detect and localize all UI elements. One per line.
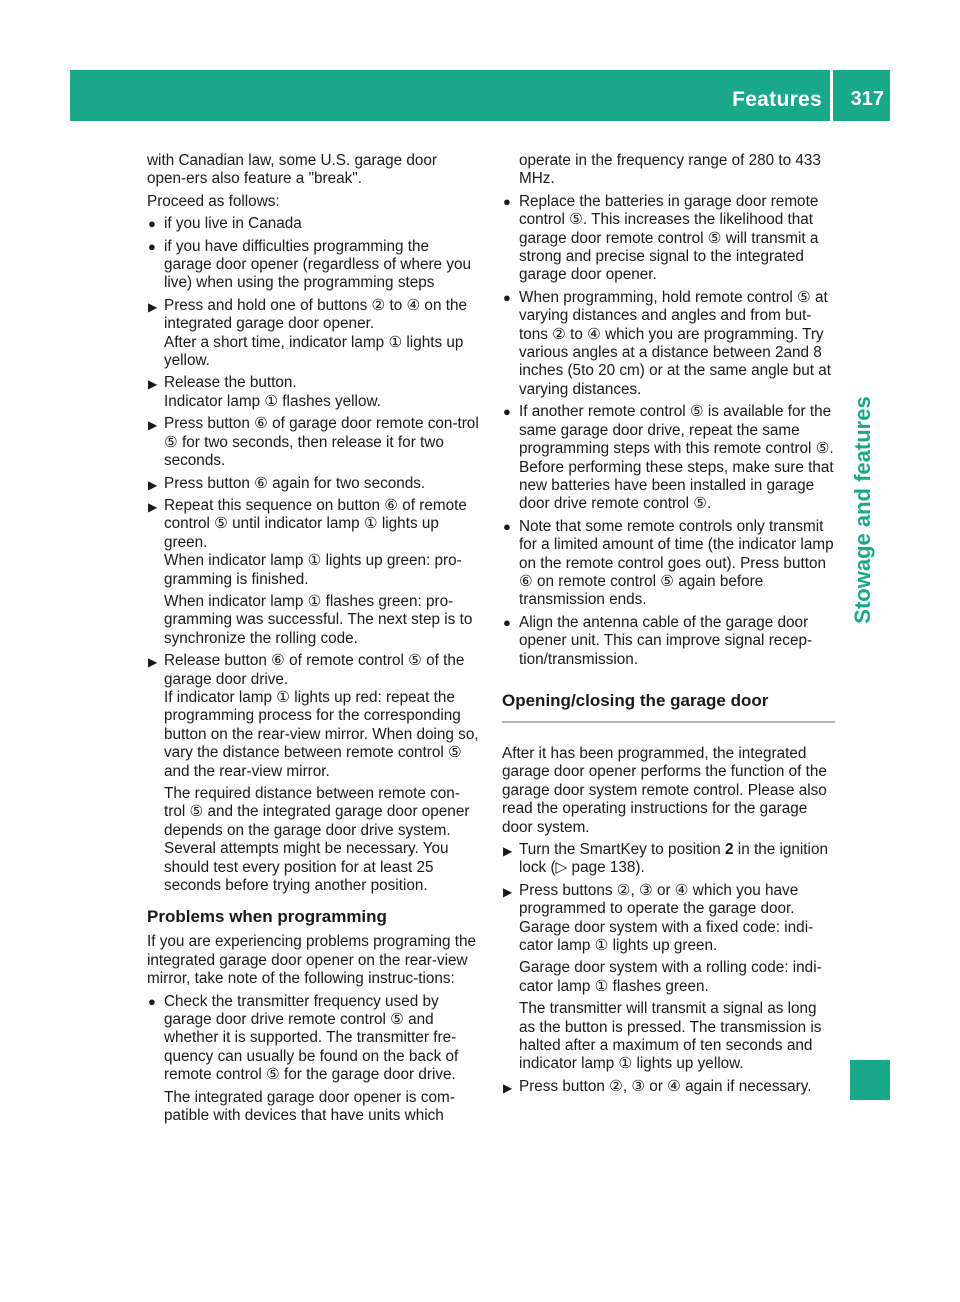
section-heading: Problems when programming bbox=[147, 907, 387, 927]
step-text: Press and hold one of buttons ② to ④ on the integrated garage door opener. bbox=[164, 296, 467, 333]
right-column bbox=[502, 152, 835, 1100]
bullet-text: if you have difficulties programming the garage door opener (regardless of where you live) when using the programming steps bbox=[164, 237, 471, 292]
step-text: Press button ②, ③ or ④ again if necessary. bbox=[519, 1077, 812, 1095]
bullet-item bbox=[502, 518, 835, 610]
step-note: When indicator lamp ① lights up green: pro-gramming is finished. bbox=[164, 552, 462, 588]
step-item bbox=[147, 374, 480, 411]
step-text: Press button ⑥ again for two seconds. bbox=[164, 474, 426, 492]
arrow-right-icon: ▶ bbox=[503, 884, 513, 899]
page-header-bar bbox=[70, 70, 890, 121]
bullet-text: if you live in Canada bbox=[164, 215, 302, 233]
step-text-pre: Turn the SmartKey to position bbox=[519, 841, 726, 858]
step-note: After a short time, indicator lamp ① lights up yellow. bbox=[164, 333, 464, 370]
arrow-right-icon: ▶ bbox=[148, 418, 158, 433]
arrow-right-icon: ▶ bbox=[148, 499, 158, 514]
step-item bbox=[502, 882, 835, 956]
bullet-item bbox=[502, 289, 835, 399]
paragraph: with Canadian law, some U.S. garage door open-ers also feature a "break". bbox=[147, 152, 437, 188]
bullet-icon: ● bbox=[148, 993, 156, 1009]
bullet-note: The integrated garage door opener is com-patible with devices that have units which bbox=[164, 1088, 455, 1125]
ignition-position: 2 bbox=[725, 841, 734, 858]
bullet-icon: ● bbox=[503, 404, 511, 420]
bullet-text: Replace the batteries in garage door remote control ⑤. This increases the likelihood that garage door remote control ⑤ will transmit a strong and precise signal to the integrated garage door opener. bbox=[519, 192, 819, 284]
bullet-icon: ● bbox=[148, 238, 156, 254]
bullet-icon: ● bbox=[503, 614, 511, 630]
arrow-right-icon: ▶ bbox=[503, 1080, 513, 1095]
paragraph: Proceed as follows: bbox=[147, 192, 280, 210]
bullet-note: operate in the frequency range of 280 to 433 MHz. bbox=[519, 152, 821, 188]
section-title: Features bbox=[732, 88, 822, 111]
step-item bbox=[147, 652, 480, 781]
bullet-item bbox=[502, 193, 835, 285]
step-item bbox=[502, 841, 835, 878]
side-tab-label: Stowage and features bbox=[850, 396, 875, 624]
step-note: Indicator lamp ① flashes yellow. bbox=[164, 392, 381, 410]
step-text: Press button ⑥ of garage door remote con-trol ⑤ for two seconds, then release it for two seconds. bbox=[164, 415, 479, 470]
step-note: Garage door system with a fixed code: indi-cator lamp ① lights up green. bbox=[519, 918, 814, 955]
bullet-icon: ● bbox=[148, 216, 156, 232]
bullet-icon: ● bbox=[503, 289, 511, 305]
step-item bbox=[502, 1078, 835, 1096]
bullet-text: Note that some remote controls only transmit for a limited amount of time (the indicator lamp on the remote control goes out). Press button ⑥ on remote control ⑤ again before transmission ends. bbox=[519, 517, 834, 609]
paragraph: If you are experiencing problems programing the integrated garage door opener on the rear-view mirror, take note of the following instruc-tions: bbox=[147, 933, 477, 988]
step-text: Release button ⑥ of remote control ⑤ of the garage door drive. bbox=[164, 652, 465, 688]
step-item bbox=[147, 475, 480, 493]
arrow-right-icon: ▶ bbox=[148, 299, 158, 314]
step-note: The transmitter will transmit a signal as long as the button is pressed. The transmission is halted after a maximum of ten seconds and indicator lamp ① lights up yellow. bbox=[519, 1000, 822, 1073]
side-marker bbox=[850, 1060, 890, 1100]
paragraph: After it has been programmed, the integrated garage door opener performs the function of the garage door system remote control. Please also read the operating instructions for the garage door system. bbox=[502, 744, 827, 836]
step-note: The required distance between remote con-trol ⑤ and the integrated garage door opener depends on the garage door drive system. Several attempts might be necessary. You should test every position for at least 25 seconds before trying another position. bbox=[164, 785, 470, 895]
side-tab bbox=[836, 360, 890, 660]
step-note: When indicator lamp ① flashes green: pro-gramming was successful. The next step is to synchronize the rolling code. bbox=[164, 592, 473, 647]
bullet-item bbox=[147, 238, 480, 293]
arrow-right-icon: ▶ bbox=[503, 844, 513, 858]
bullet-text: Check the transmitter frequency used by garage door drive remote control ⑤ and whether it is supported. The transmitter fre-quency can usually be found on the back of remote control ⑤ for the garage door drive. bbox=[164, 992, 459, 1084]
header-divider bbox=[830, 70, 833, 121]
bullet-icon: ● bbox=[503, 193, 511, 209]
arrow-right-icon: ▶ bbox=[148, 655, 158, 670]
bullet-text: Align the antenna cable of the garage door opener unit. This can improve signal recep-tion/transmission. bbox=[519, 613, 813, 668]
bullet-item bbox=[147, 993, 480, 1085]
bullet-item bbox=[502, 403, 835, 513]
arrow-right-icon: ▶ bbox=[148, 477, 158, 492]
step-note: Garage door system with a rolling code: indi-cator lamp ① flashes green. bbox=[519, 959, 822, 995]
bullet-text: If another remote control ⑤ is available for the same garage door drive, repeat the same programming steps with this remote control ⑤. Before performing these steps, make sure that new batteries have been installed in garage door drive remote control ⑤. bbox=[519, 403, 834, 513]
left-column bbox=[147, 152, 480, 1130]
step-item bbox=[147, 297, 480, 371]
bullet-item bbox=[147, 215, 480, 233]
bullet-item bbox=[502, 614, 835, 669]
bullet-text: When programming, hold remote control ⑤ at varying distances and angles and from but-tons ② to ④ which you are programming. Try various angles at a distance between 2and 8 inches (5to 20 cm) or at the same angle but at varying distances. bbox=[519, 288, 832, 398]
section-heading: Opening/closing the garage door bbox=[502, 691, 835, 723]
arrow-right-icon: ▶ bbox=[148, 377, 158, 392]
step-item bbox=[147, 415, 480, 470]
step-text: Repeat this sequence on button ⑥ of remote control ⑤ until indicator lamp ① lights up green. bbox=[164, 496, 467, 551]
step-note: If indicator lamp ① lights up red: repeat the programming process for the corresponding button on the rear-view mirror. When doing so, vary the distance between remote control ⑤ and the rear-view mirror. bbox=[164, 688, 479, 780]
step-item bbox=[147, 497, 480, 589]
bullet-icon: ● bbox=[503, 518, 511, 534]
page-number: 317 bbox=[850, 88, 884, 110]
step-text-post: in the ignition lock (▷ page 138). bbox=[519, 841, 828, 877]
step-text: Press buttons ②, ③ or ④ which you have programmed to operate the garage door. bbox=[519, 881, 799, 918]
step-text: Release the button. bbox=[164, 374, 297, 392]
